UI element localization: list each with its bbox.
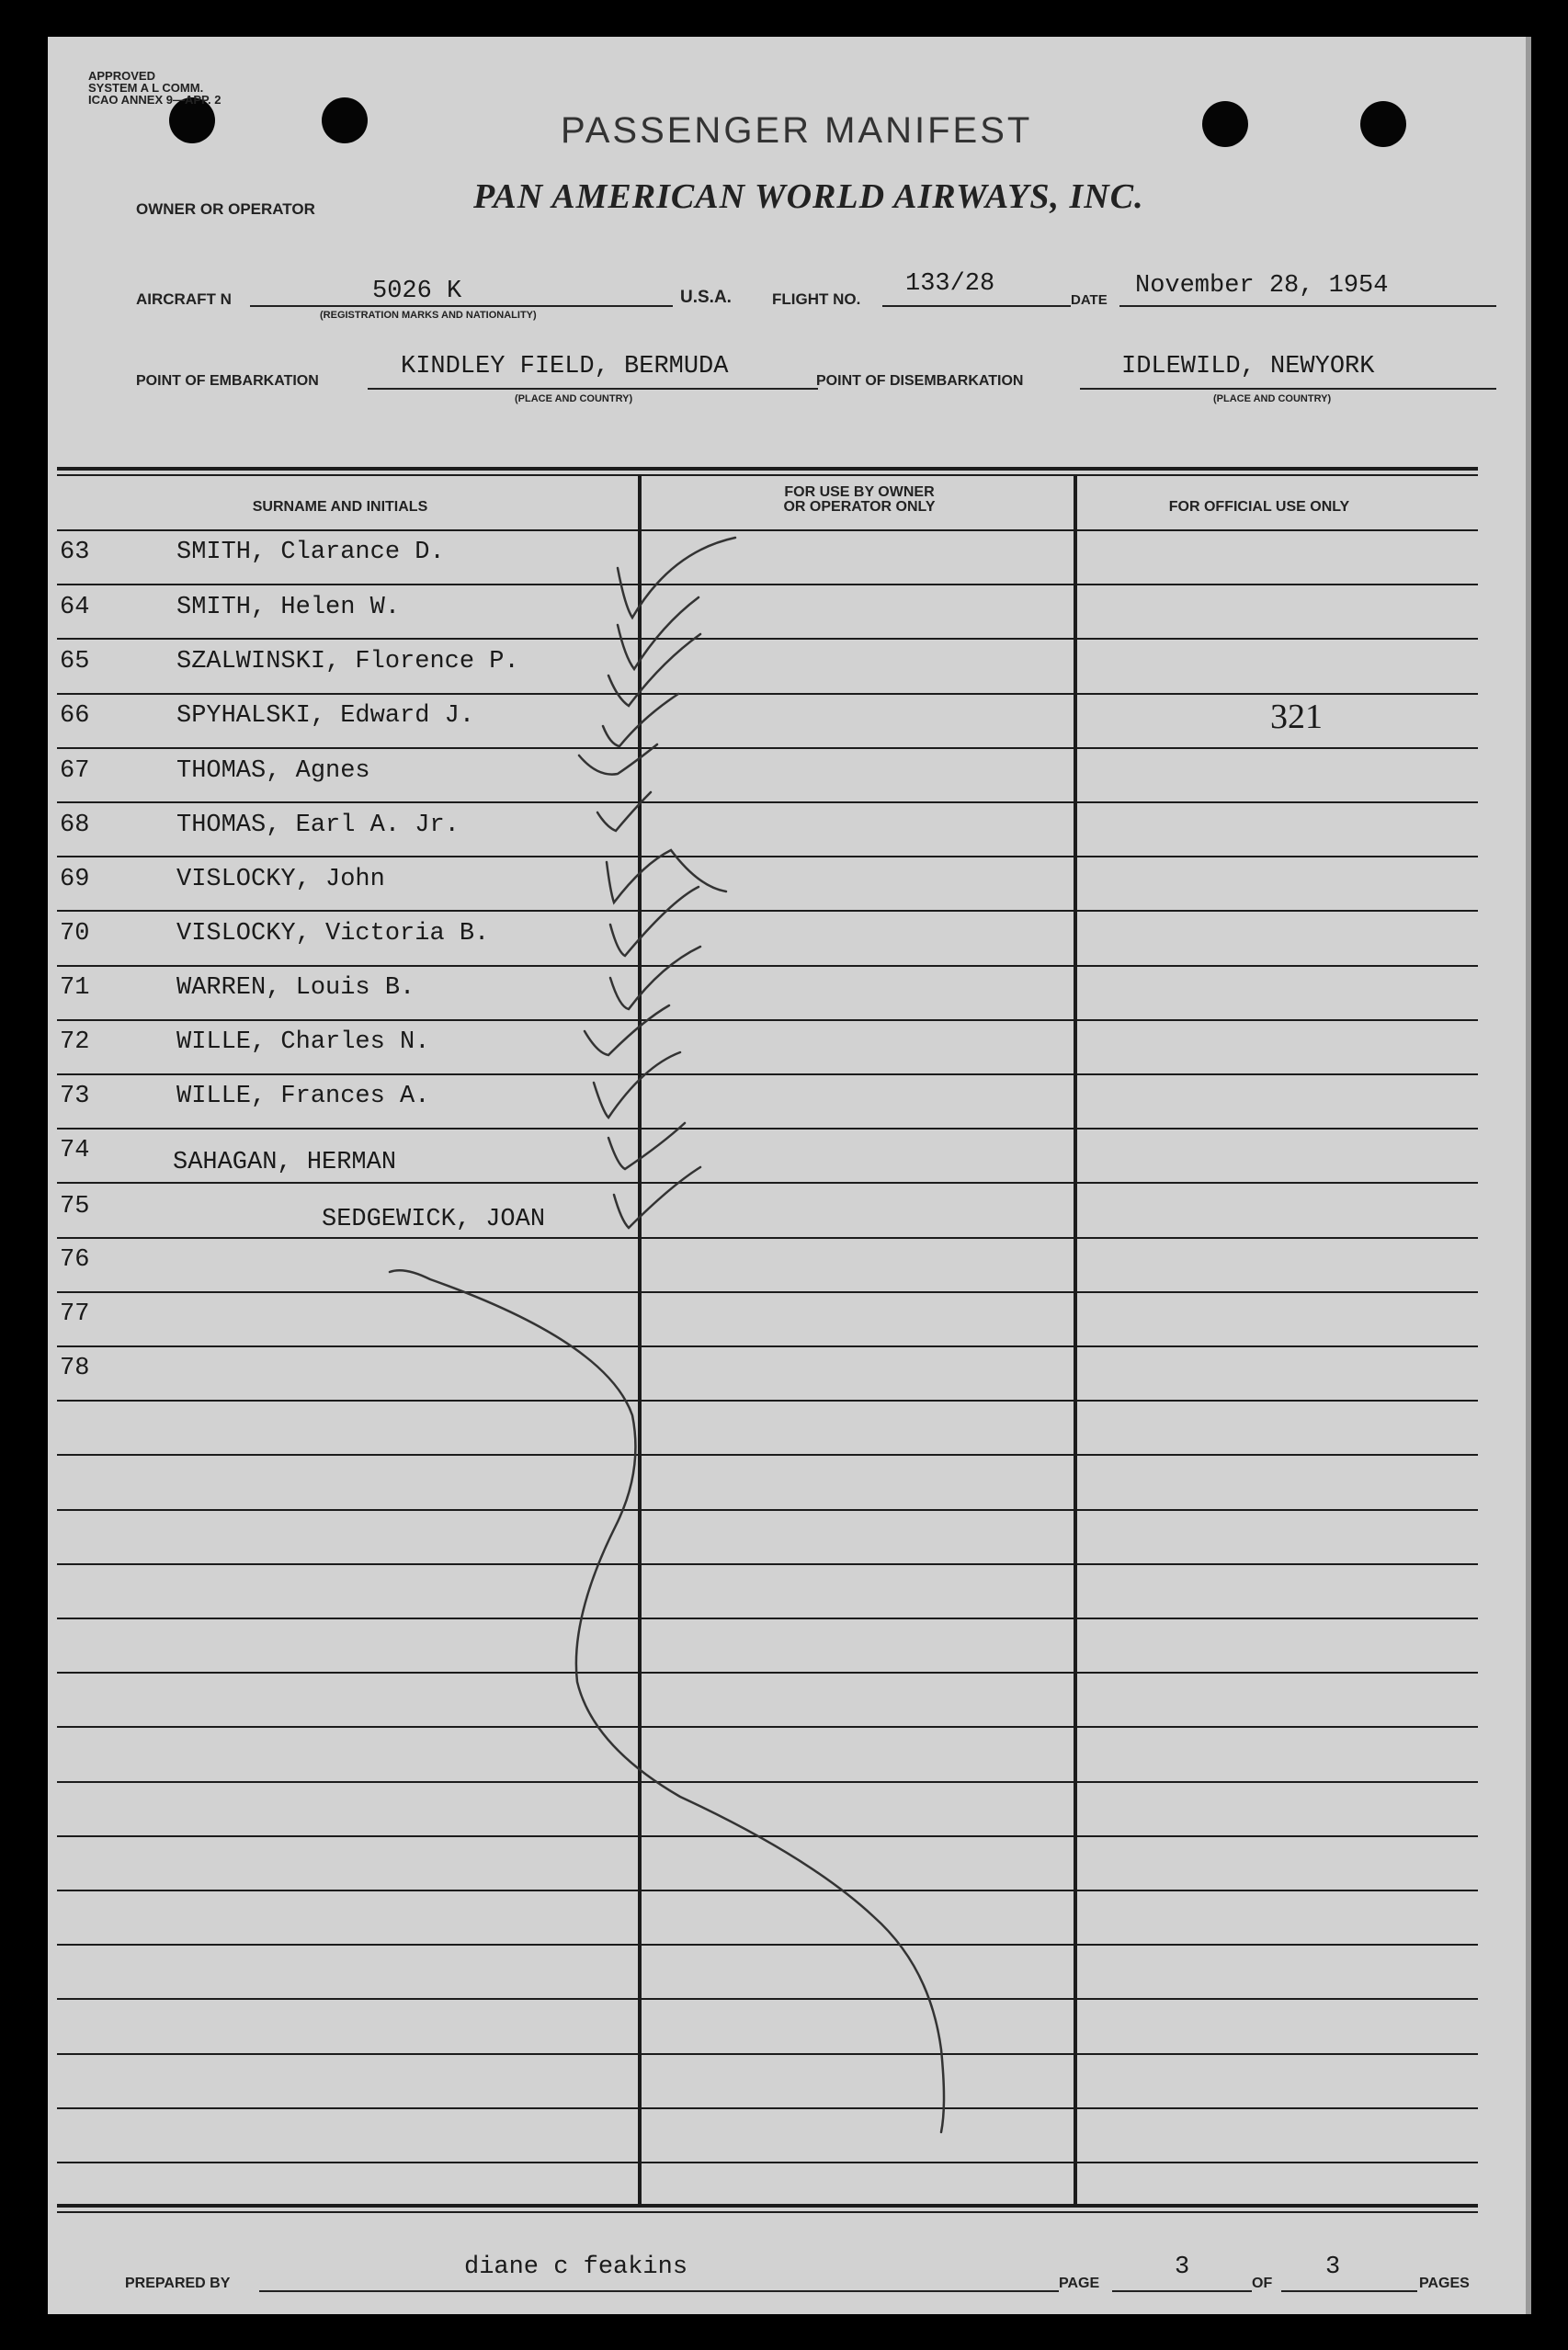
col-surname-header: SURNAME AND INITIALS [252,499,428,515]
check-icon [597,792,651,831]
passenger-name: THOMAS, Earl A. Jr. [176,812,460,839]
owner-label: OWNER OR OPERATOR [136,200,315,218]
col-owner-header-line: FOR USE BY OWNER [784,484,935,500]
row-number: 63 [60,539,90,566]
row-number: 75 [60,1193,90,1220]
row-number: 65 [60,648,90,675]
passenger-name: WARREN, Louis B. [176,974,415,1002]
passenger-name: WILLE, Frances A. [176,1083,430,1110]
disembark-caption: (PLACE AND COUNTRY) [1213,393,1332,404]
registration-caption: (REGISTRATION MARKS AND NATIONALITY) [320,310,537,321]
check-icon [579,744,657,775]
col-official-header: FOR OFFICIAL USE ONLY [1168,499,1350,515]
row-number: 66 [60,702,90,730]
prepared-label: PREPARED BY [125,2276,231,2291]
passenger-name: SPYHALSKI, Edward J. [176,702,475,730]
check-icon [585,1005,669,1055]
check-icon [618,538,735,618]
passenger-name: THOMAS, Agnes [176,757,370,785]
check-icon [603,694,678,746]
row-number: 72 [60,1028,90,1056]
passenger-name: SEDGEWICK, JOAN [322,1206,546,1233]
check-icon [608,1123,685,1169]
embark-label: POINT OF EMBARKATION [136,373,319,389]
passenger-name: SZALWINSKI, Florence P. [176,648,519,675]
of-value: 3 [1325,2254,1341,2281]
row-number: 78 [60,1355,90,1382]
row-number: 77 [60,1300,90,1328]
row-number: 69 [60,866,90,893]
aircraft-value: 5026 K [372,278,462,305]
aircraft-label: AIRCRAFT N [136,290,232,308]
row-number: 68 [60,812,90,839]
row-number: 67 [60,757,90,785]
page-title: PASSENGER MANIFEST [561,110,1033,151]
passenger-name: VISLOCKY, Victoria B. [176,920,490,948]
scribble-line-icon [390,1270,944,2132]
table-bottom-rule [57,2204,1478,2208]
embark-value: KINDLEY FIELD, BERMUDA [401,353,729,380]
row-number: 64 [60,594,90,621]
airline-name: PAN AMERICAN WORLD AIRWAYS, INC. [473,177,1144,216]
approval-line: ICAO ANNEX 9—APP. 2 [88,93,222,107]
date-value: November 28, 1954 [1135,272,1389,300]
passenger-name: SAHAGAN, HERMAN [173,1149,397,1176]
row-number: 70 [60,920,90,948]
flight-label: FLIGHT NO. [772,290,861,308]
page-label: PAGE [1059,2276,1100,2291]
passenger-name: SMITH, Helen W. [176,594,401,621]
official-use-note: 321 [1270,698,1323,736]
flight-value: 133/28 [905,270,995,298]
approval-line: APPROVED [88,69,155,83]
prepared-value: diane c feakins [464,2254,688,2281]
passenger-name: VISLOCKY, John [176,866,385,893]
check-icon [607,850,726,903]
approval-line: SYSTEM A L COMM. [88,81,204,95]
country-label: U.S.A. [680,288,732,307]
row-number: 74 [60,1137,90,1164]
check-icon [614,1167,700,1228]
of-label: OF [1252,2276,1273,2291]
row-number: 71 [60,974,90,1002]
disembark-value: IDLEWILD, NEWYORK [1121,353,1375,380]
passenger-name: SMITH, Clarance D. [176,539,445,566]
disembark-label: POINT OF DISEMBARKATION [816,373,1024,389]
passenger-name: WILLE, Charles N. [176,1028,430,1056]
check-icon [618,597,699,669]
pages-label: PAGES [1419,2276,1470,2291]
row-number: 73 [60,1083,90,1110]
embark-caption: (PLACE AND COUNTRY) [515,393,633,404]
date-label: DATE [1071,292,1108,308]
row-number: 76 [60,1246,90,1274]
col-owner-header-line: OR OPERATOR ONLY [783,499,936,515]
table-bottom-rule [57,2211,1478,2213]
check-icon [594,1052,680,1118]
page-value: 3 [1175,2254,1190,2281]
check-icon [610,887,699,956]
